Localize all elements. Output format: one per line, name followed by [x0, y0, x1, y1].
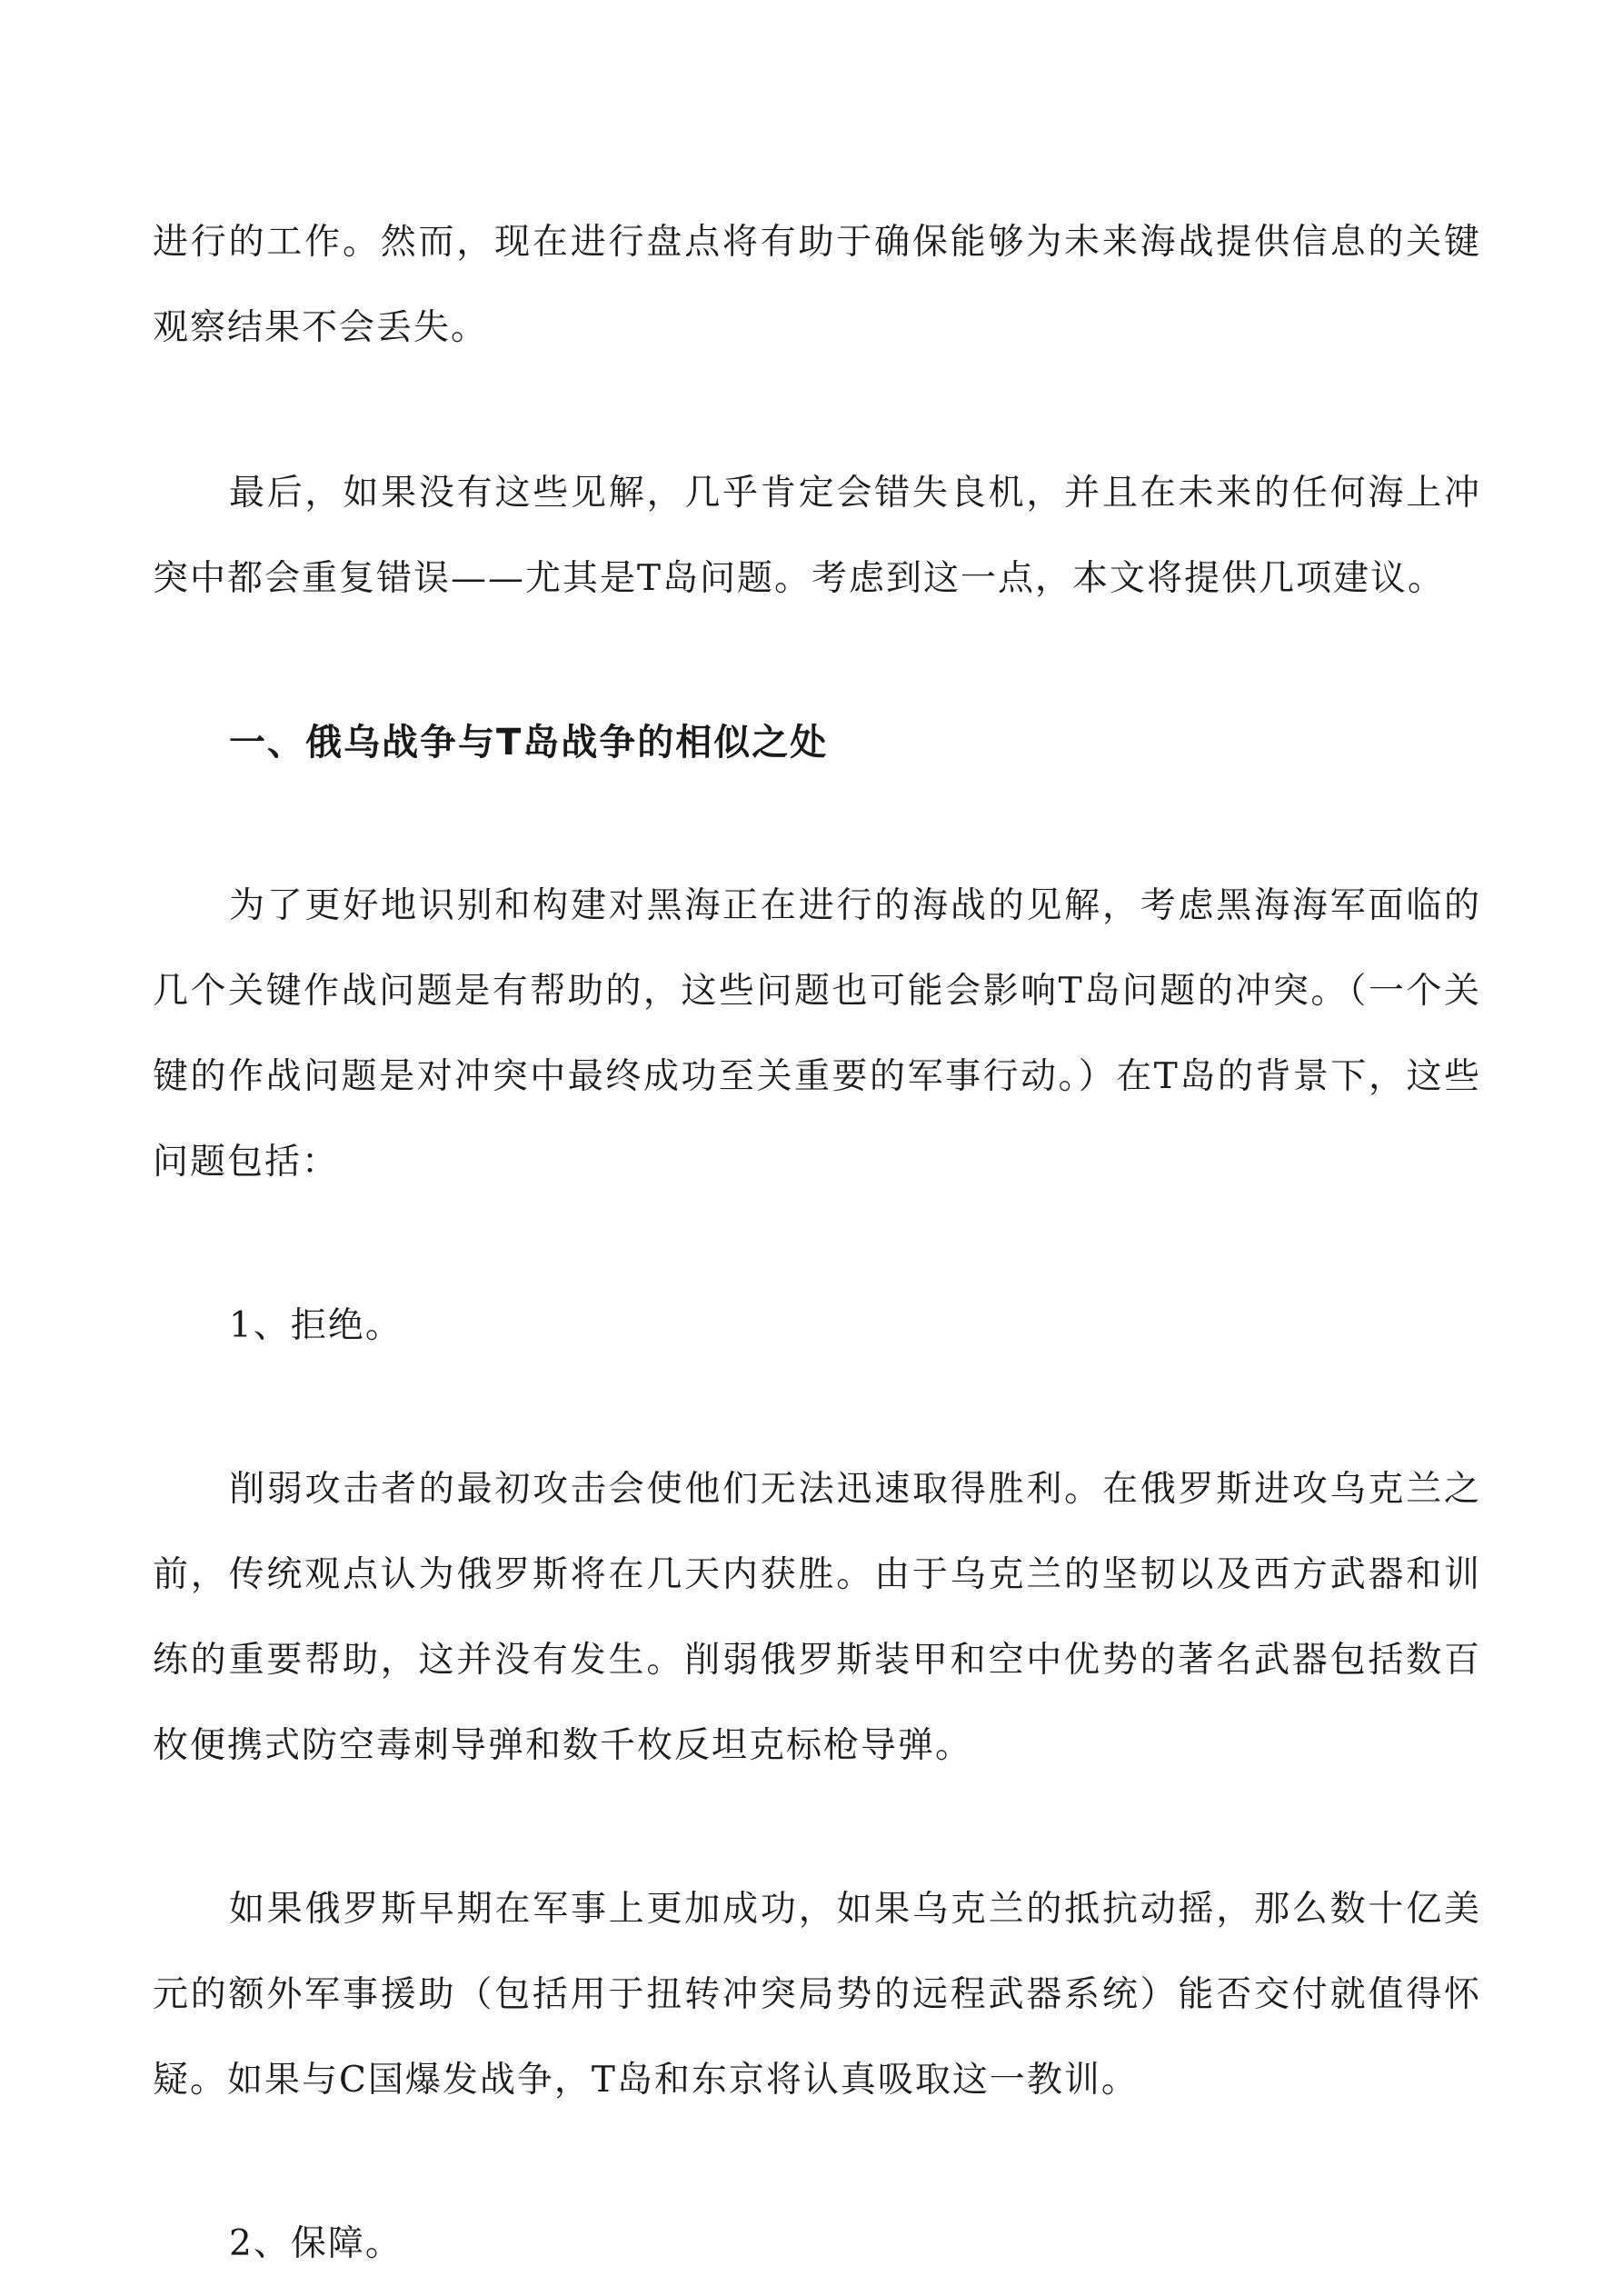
paragraph-conclusion: 最后，如果没有这些见解，几乎肯定会错失良机，并且在未来的任何海上冲突中都会重复错误——尤其是T岛问题。考虑到这一点，本文将提供几项建议。 — [153, 473, 1481, 599]
section-heading: 一、俄乌战争与T岛战争的相似之处 — [229, 722, 829, 764]
paragraph-denial: 削弱攻击者的最初攻击会使他们无法迅速取得胜利。在俄罗斯进攻乌克兰之前，传统观点认为俄罗斯将在几天内获胜。由于乌克兰的坚韧以及西方武器和训练的重要帮助，这并没有发生。削弱俄罗斯装甲和空中优势的著名武器包括数百枚便携式防空毒刺导弹和数千枚反坦克标枪导弹。 — [153, 1469, 1481, 1766]
paragraph-lesson: 如果俄罗斯早期在军事上更加成功，如果乌克兰的抵抗动摇，那么数十亿美元的额外军事援助（包括用于扭转冲突局势的远程武器系统）能否交付就值得怀疑。如果与C国爆发战争，T岛和东京将认真吸取这一教训。 — [153, 1889, 1481, 2101]
paragraph-intro: 为了更好地识别和构建对黑海正在进行的海战的见解，考虑黑海海军面临的几个关键作战问题是有帮助的，这些问题也可能会影响T岛问题的冲突。（一个关键的作战问题是对冲突中最终成功至关重要的军事行动。）在T岛的背景下，这些问题包括： — [153, 885, 1481, 1183]
list-item-denial: 1、拒绝。 — [229, 1305, 403, 1346]
document-page — [153, 200, 1481, 2287]
list-item-assurance: 2、保障。 — [229, 2223, 403, 2264]
paragraph-continuation: 进行的工作。然而，现在进行盘点将有助于确保能够为未来海战提供信息的关键观察结果不会丢失。 — [153, 222, 1481, 348]
